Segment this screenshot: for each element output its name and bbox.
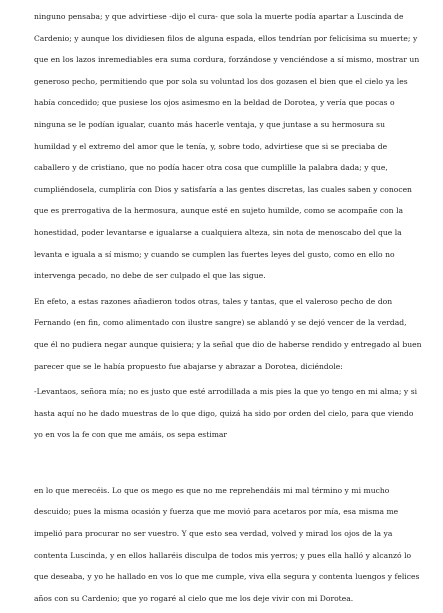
paragraph-fernando-speech-start: -Levantaos, señora mía; no es justo que esté arrodillada a mis pies la que yo tengo en mi alma; y si hasta aquí no he dado muestras de lo que digo, quizá ha sido por orden del cielo, para que viendo yo en vos la fe con que me amáis, os sepa estimar xyxy=(34,387,418,440)
paragraph-fernando-yields: En efeto, a estas razones añadieron todos otras, tales y tantas, que el valeroso pecho de don Fernando (en fin, como alimentado con ilustre sangre) se ablandó y se dejó vencer de la verdad, que él no pudiera negar aunque quisiera; y la señal que dio de haberse rendido y entregado al buen parecer que se le había propuesto fue abajarse y abrazar a Dorotea, diciéndole: xyxy=(34,296,422,371)
text-body xyxy=(34,6,422,613)
paragraph-fernando-speech-continued: en lo que merecéis. Lo que os mego es que no me reprehendáis mi mal término y mi mucho descuido; pues la misma ocasión y fuerza que me movió para acetaros por mía, esa misma me impelió para procurar no ser vuestro. Y que esto sea verdad, volved y mirad los ojos de la ya contenta Luscinda, y en ellos hallaréis disculpa de todos mis yerros; y pues ella halló y alcanzó lo que deseaba, y yo he hallado en vos lo que me cumple, viva ella segura y contenta luengos y felices años con su Cardenio; que yo rogaré al cielo que me los deje vivir con mi Dorotea. xyxy=(34,485,420,603)
paragraph-cura-advice: ninguno pensaba; y que advirtiese -dijo el cura- que sola la muerte podía apartar a Luscinda de Cardenio; y aunque los dividiesen filos de alguna espada, ellos tendrían por felicísima su muerte; y que en los lazos inremediables era suma cordura, forzándose y venciéndose a sí mismo, mostrar un generoso pecho, permitiendo que por sola su voluntad los dos gozasen el bien que el cielo ya les había concedido; que pusiese los ojos asimesmo en la beldad de Dorotea, y vería que pocas o ninguna se le podían igualar, cuanto más hacerle ventaja, y que juntase a su hermosura su humildad y el extremo del amor que le tenía, y, sobre todo, advirtiese que si se preciaba de caballero y de cristiano, que no podía hacer otra cosa que cumplille la palabra dada; y que, cumpliéndosela, cumpliría con Dios y satisfaría a las gentes discretas, las cuales saben y conocen que es prerrogativa de la hermosura, aunque esté en sujeto humilde, como se acompañe con la honestidad, poder levantarse e igualarse a cualquiera alteza, sin nota de menoscabo del que la levanta e iguala a sí mismo; y cuando se cumplen las fuertes leyes del gusto, como en ello no intervenga pecado, no debe de ser culpado el que las sigue. xyxy=(34,12,420,281)
